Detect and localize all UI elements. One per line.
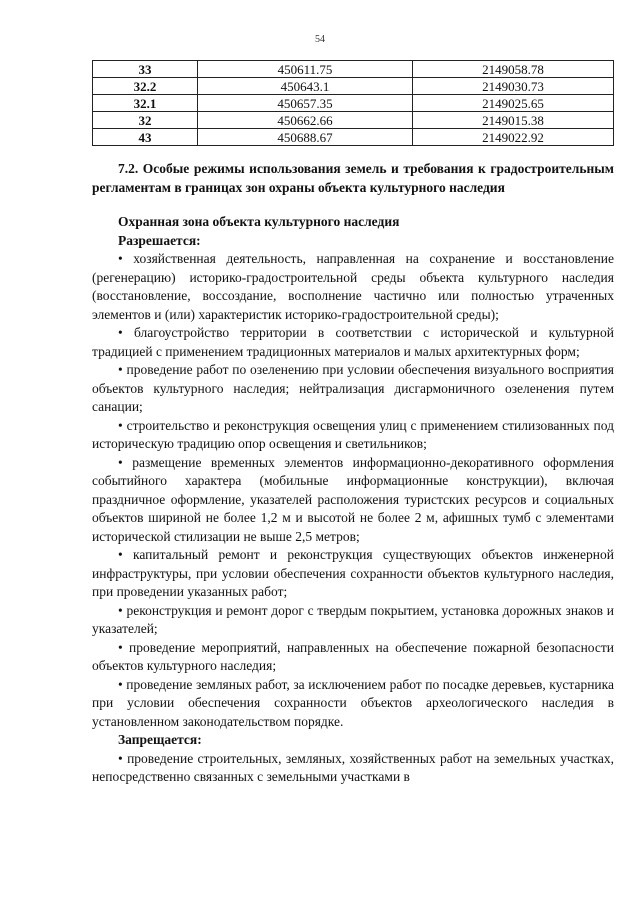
- document-body: [92, 160, 614, 787]
- zone-title: Охранная зона объекта культурного наследия: [118, 214, 400, 229]
- table-row: [93, 95, 614, 112]
- x-cell: 450643.1: [198, 78, 413, 95]
- point-cell: 43: [93, 129, 198, 146]
- allowed-item: • благоустройство территории в соответствии с исторической и культурной традицией с применением традиционных материалов и малых архитектурных форм;: [92, 325, 614, 359]
- allowed-item: • размещение временных элементов информационно-декоративного оформления событийного характера (мобильные информационные конструкции), включая праздничное оформление, указателей расположения туристских ресурсов и социальных объектов шириной не более 1,2 м и высотой не более 2 м, афишных тумб с элементами исторической стилизации не выше 2,5 метров;: [92, 454, 614, 544]
- y-cell: 2149030.73: [413, 78, 614, 95]
- point-cell: 33: [93, 61, 198, 78]
- allowed-item: • реконструкция и ремонт дорог с твердым покрытием, установка дорожных знаков и указателей;: [92, 602, 614, 636]
- table-row: [93, 78, 614, 95]
- allowed-item: • проведение работ по озеленению при условии обеспечения визуального восприятия объектов культурного наследия; нейтрализация дисгармоничного озеленения путем санации;: [92, 362, 614, 414]
- forbidden-label: Запрещается:: [118, 732, 202, 747]
- allowed-item: • проведение мероприятий, направленных на обеспечение пожарной безопасности объектов культурного наследия;: [92, 639, 614, 673]
- y-cell: 2149015.38: [413, 112, 614, 129]
- allowed-item: • хозяйственная деятельность, направленная на сохранение и восстановление (регенерацию) историко-градостроительной среды объекта культурного наследия (восстановление, воссоздание, восполнение частично или полностью утраченных элементов и (или) характеристик историко-градостроительной среды);: [92, 251, 614, 322]
- y-cell: 2149022.92: [413, 129, 614, 146]
- table-row: [93, 129, 614, 146]
- x-cell: 450611.75: [198, 61, 413, 78]
- page-number: 54: [315, 34, 325, 45]
- coordinates-table: [92, 60, 614, 146]
- y-cell: 2149025.65: [413, 95, 614, 112]
- y-cell: 2149058.78: [413, 61, 614, 78]
- allowed-item: • проведение земляных работ, за исключением работ по посадке деревьев, кустарника при условии обеспечения сохранности объектов археологического наследия в установленном законодательством порядке.: [92, 676, 614, 729]
- point-cell: 32.2: [93, 78, 198, 95]
- table-row: [93, 112, 614, 129]
- allowed-item: • капитальный ремонт и реконструкция существующих объектов инженерной инфраструктуры, при условии обеспечения сохранности объектов культурного наследия, при проведении указанных работ;: [92, 547, 614, 599]
- point-cell: 32: [93, 112, 198, 129]
- allowed-item: • строительство и реконструкция освещения улиц с применением стилизованных под историческую традицию опор освещения и светильников;: [92, 417, 614, 451]
- section-title: 7.2. Особые режимы использования земель и требования к градостроительным регламентам в границах зон охраны объекта культурного наследия: [92, 161, 614, 195]
- x-cell: 450657.35: [198, 95, 413, 112]
- forbidden-item: • проведение строительных, земляных, хозяйственных работ на земельных участках, непосредственно связанных с земельными участками в: [92, 750, 614, 784]
- table-row: [93, 61, 614, 78]
- x-cell: 450688.67: [198, 129, 413, 146]
- x-cell: 450662.66: [198, 112, 413, 129]
- point-cell: 32.1: [93, 95, 198, 112]
- allowed-label: Разрешается:: [118, 232, 201, 248]
